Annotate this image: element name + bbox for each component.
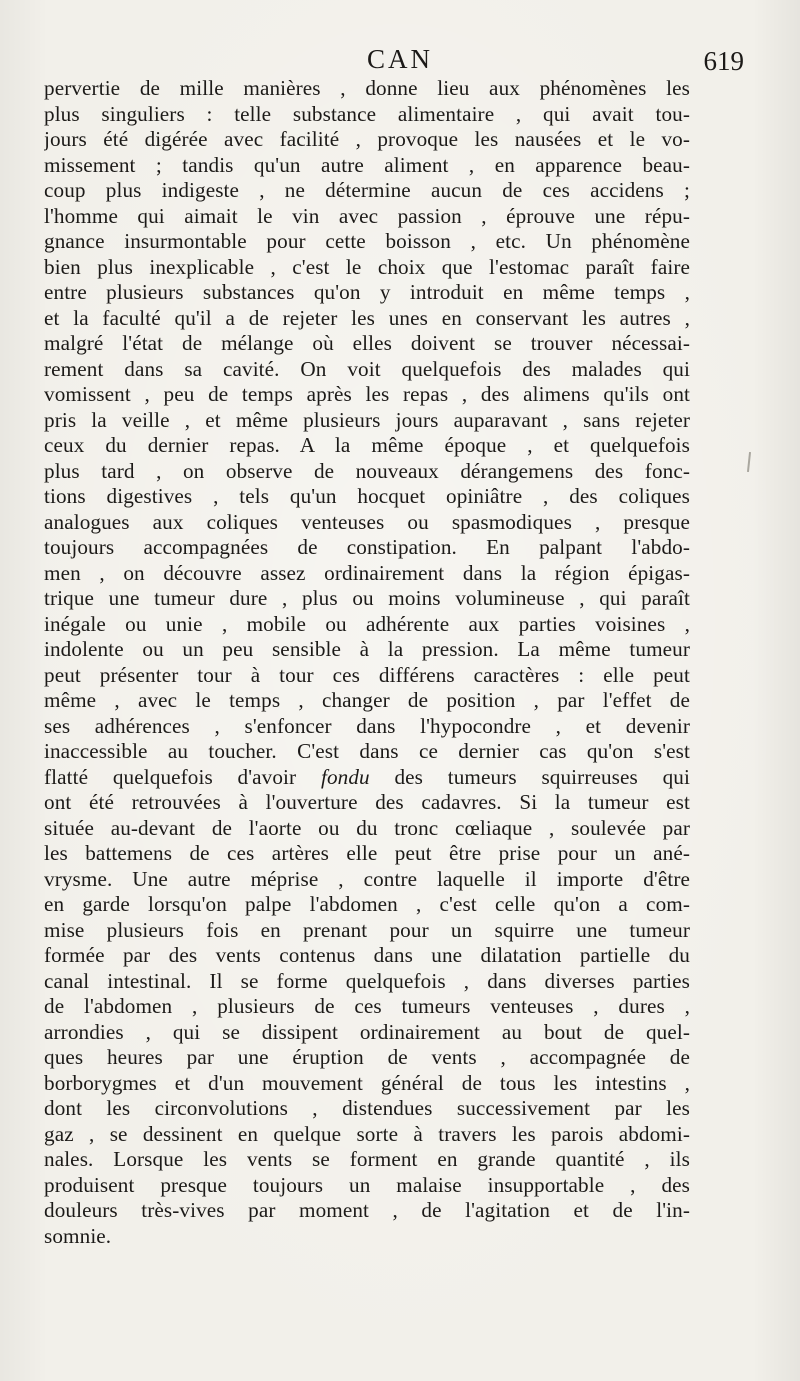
text-run: des tumeurs squirreuses qui <box>369 764 690 789</box>
page-title: CAN <box>366 44 433 74</box>
text-line: ques heures par une éruption de vents , accompagnée de <box>44 1045 690 1069</box>
text-line: formée par des vents contenus dans une dilatation partielle du <box>44 943 690 967</box>
text-line: dont les circonvolutions , distendues successivement par les <box>44 1096 690 1120</box>
italic-word: fondu <box>320 764 370 789</box>
text-line: trique une tumeur dure , plus ou moins volumineuse , qui paraît <box>44 586 690 610</box>
body-text <box>44 76 690 1249</box>
text-line: inaccessible au toucher. C'est dans ce dernier cas qu'on s'est <box>44 739 690 763</box>
text-line: mise plusieurs fois en prenant pour un squirre une tumeur <box>44 917 690 942</box>
text-line: produisent presque toujours un malaise insupportable , des <box>44 1172 690 1197</box>
text-line: de l'abdomen , plusieurs de ces tumeurs venteuses , dures , <box>44 994 690 1018</box>
text-line: même , avec le temps , changer de position , par l'effet de <box>44 688 690 712</box>
text-line: et la faculté qu'il a de rejeter les unes en conservant les autres , <box>44 305 690 330</box>
text-line: men , on découvre assez ordinairement dans la région épigas- <box>44 560 690 585</box>
text-line: inégale ou unie , mobile ou adhérente aux parties voisines , <box>44 611 690 636</box>
running-head <box>44 44 756 78</box>
text-line: située au-devant de l'aorte ou du tronc cœliaque , soulevée par <box>44 815 690 840</box>
text-line: l'homme qui aimait le vin avec passion , éprouve une répu- <box>44 203 690 228</box>
text-line: les battemens de ces artères elle peut être prise pour un ané- <box>44 841 690 865</box>
text-line: pervertie de mille manières , donne lieu aux phénomènes les <box>44 76 690 100</box>
text-line: jours été digérée avec facilité , provoque les nausées et le vo- <box>44 127 690 151</box>
text-line: indolente ou un peu sensible à la pression. La même tumeur <box>44 637 690 661</box>
text-line: en garde lorsqu'on palpe l'abdomen , c'est celle qu'on a com- <box>44 892 690 916</box>
text-line: canal intestinal. Il se forme quelquefois , dans diverses parties <box>44 968 690 993</box>
text-run: flatté quelquefois d'avoir <box>44 764 321 789</box>
text-line <box>44 765 690 791</box>
text-line: toujours accompagnées de constipation. En palpant l'abdo- <box>44 535 690 559</box>
text-line: ceux du dernier repas. A la même époque , et quelquefois <box>44 433 690 457</box>
text-line: coup plus indigeste , ne détermine aucun de ces accidens ; <box>44 178 690 202</box>
text-line: vrysme. Une autre méprise , contre laquelle il importe d'être <box>44 866 690 891</box>
text-line: analogues aux coliques venteuses ou spasmodiques , presque <box>44 509 690 534</box>
text-line: vomissent , peu de temps après les repas , des alimens qu'ils ont <box>44 382 690 406</box>
text-line: pris la veille , et même plusieurs jours auparavant , sans rejeter <box>44 407 690 432</box>
text-line: arrondies , qui se dissipent ordinairement au bout de quel- <box>44 1019 690 1044</box>
margin-mark <box>747 452 751 472</box>
text-line: gnance insurmontable pour cette boisson , etc. Un phénomène <box>44 229 690 253</box>
text-line: nales. Lorsque les vents se forment en grande quantité , ils <box>44 1147 690 1171</box>
text-line: peut présenter tour à tour ces différens caractères : elle peut <box>44 662 690 687</box>
text-line: ont été retrouvées à l'ouverture des cadavres. Si la tumeur est <box>44 790 690 814</box>
text-line: ses adhérences , s'enfoncer dans l'hypocondre , et devenir <box>44 713 690 738</box>
text-line: bien plus inexplicable , c'est le choix que l'estomac paraît faire <box>44 254 690 279</box>
text-line: borborygmes et d'un mouvement général de tous les intestins , <box>44 1070 690 1095</box>
text-line: missement ; tandis qu'un autre aliment , en apparence beau- <box>44 152 690 177</box>
page-number: 619 <box>703 46 744 76</box>
text-line: entre plusieurs substances qu'on y introduit en même temps , <box>44 280 690 304</box>
text-line-final: somnie. <box>44 1223 112 1248</box>
text-line: tions digestives , tels qu'un hocquet opiniâtre , des coliques <box>44 484 690 508</box>
text-line: gaz , se dessinent en quelque sorte à travers les parois abdomi- <box>44 1121 690 1146</box>
text-line: plus singuliers : telle substance alimentaire , qui avait tou- <box>44 101 690 126</box>
text-line: plus tard , on observe de nouveaux dérangemens des fonc- <box>44 458 690 483</box>
text-line: rement dans sa cavité. On voit quelquefois des malades qui <box>44 356 690 381</box>
text-line: malgré l'état de mélange où elles doivent se trouver nécessai- <box>44 331 690 355</box>
text-line: douleurs très-vives par moment , de l'agitation et de l'in- <box>44 1198 690 1222</box>
